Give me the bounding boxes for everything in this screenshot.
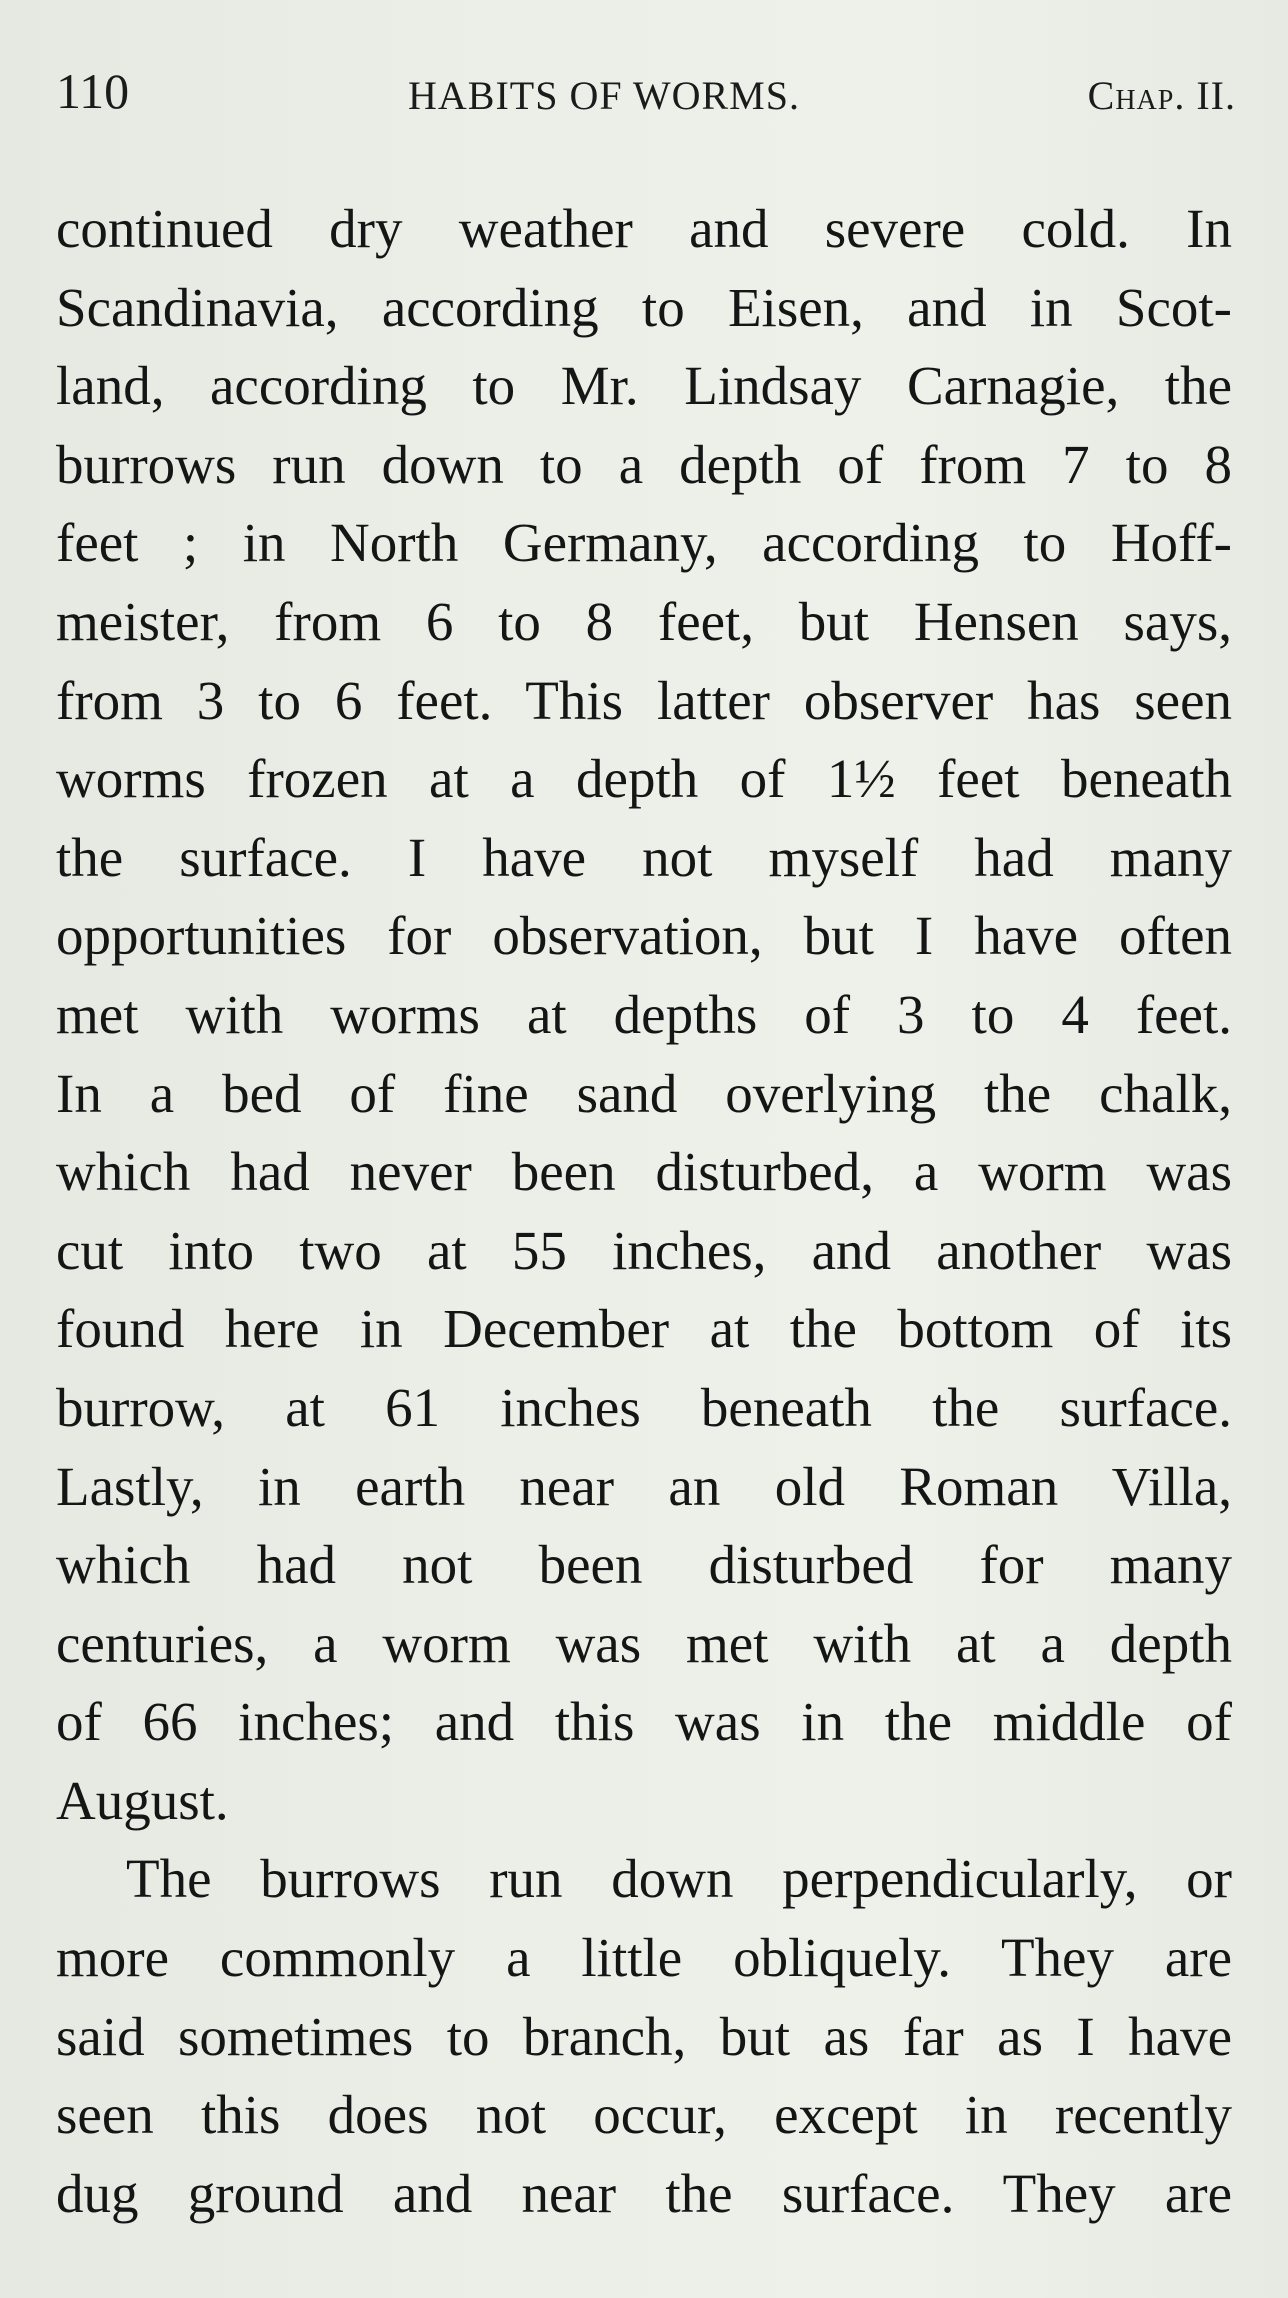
text-line: Lastly, in earth near an old Roman Villa, [56, 1455, 1232, 1517]
text-line: Scandinavia, according to Eisen, and in Scot- [56, 276, 1232, 338]
text-line: seen this does not occur, except in recently [56, 2084, 1232, 2146]
chapter-label: Chap. II. [1087, 73, 1236, 118]
text-line: met with worms at depths of 3 to 4 feet. [56, 983, 1232, 1045]
text-line: found here in December at the bottom of its [56, 1298, 1232, 1360]
text-line: of 66 inches; and this was in the middle of [56, 1691, 1232, 1753]
text-line: which had never been disturbed, a worm was [56, 1141, 1232, 1203]
text-line: the surface. I have not myself had many [56, 826, 1232, 888]
text-line: which had not been disturbed for many [56, 1534, 1232, 1596]
text-line: opportunities for observation, but I have often [56, 905, 1232, 967]
text-line: burrow, at 61 inches beneath the surface. [56, 1376, 1232, 1438]
text-line: said sometimes to branch, but as far as I have [56, 2005, 1232, 2067]
text-line: land, according to Mr. Lindsay Carnagie, the [56, 355, 1232, 417]
text-line: more commonly a little obliquely. They are [56, 1927, 1232, 1989]
text-line: meister, from 6 to 8 feet, but Hensen says, [56, 590, 1232, 652]
text-line: from 3 to 6 feet. This latter observer has seen [56, 669, 1232, 731]
text-line: feet ; in North Germany, according to Hoff- [56, 512, 1232, 574]
body-text [56, 190, 1232, 2233]
page-number: 110 [56, 63, 130, 119]
text-line: cut into two at 55 inches, and another was [56, 1219, 1232, 1281]
text-line: worms frozen at a depth of 1½ feet beneath [56, 748, 1232, 810]
text-line: continued dry weather and severe cold. In [56, 198, 1232, 259]
text-line: dug ground and near the surface. They are [56, 2162, 1232, 2224]
text-line: In a bed of fine sand overlying the chalk, [56, 1062, 1232, 1124]
text-line: The burrows run down perpendicularly, or [126, 1848, 1232, 1910]
text-line: August. [56, 1769, 229, 1831]
running-title: HABITS OF WORMS. [408, 73, 800, 118]
text-line: burrows run down to a depth of from 7 to 8 [56, 433, 1232, 495]
running-head [56, 62, 1236, 122]
text-line: centuries, a worm was met with at a depth [56, 1612, 1232, 1674]
